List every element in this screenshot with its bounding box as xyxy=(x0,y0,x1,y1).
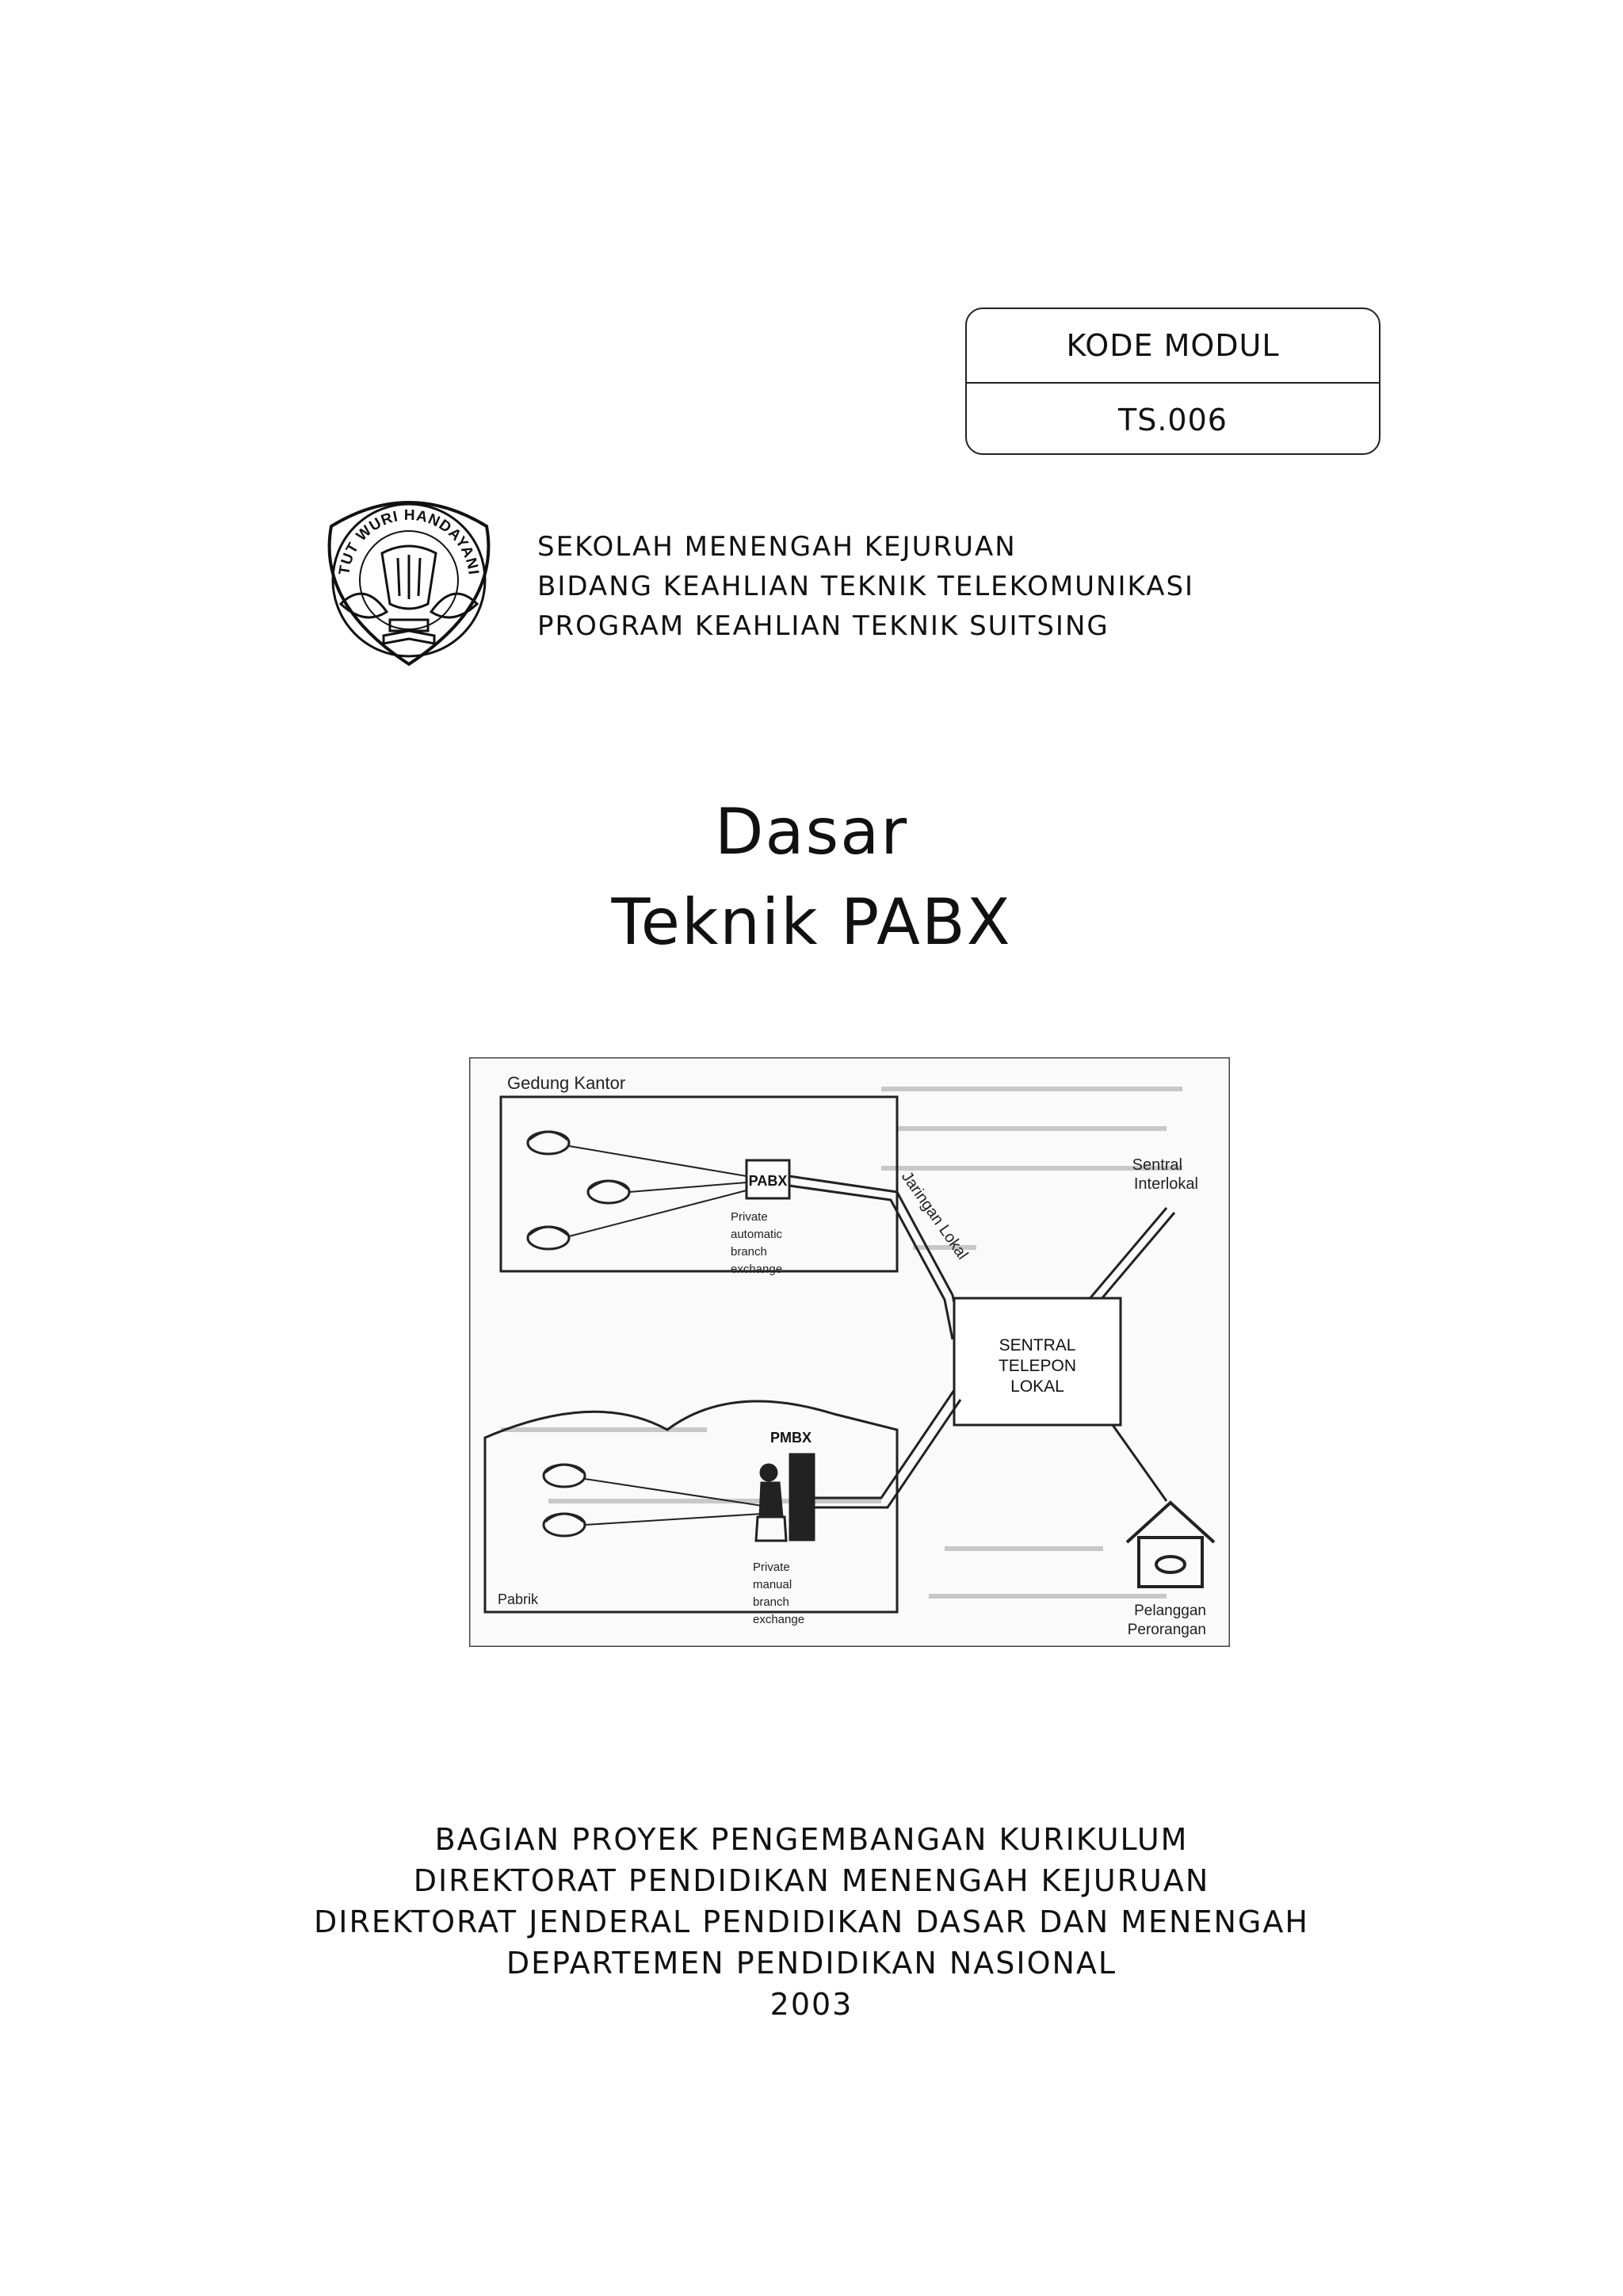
label-pabx-desc-2: automatic xyxy=(731,1228,783,1241)
pabx-network-diagram xyxy=(469,1057,1230,1647)
label-gedung-kantor: Gedung Kantor xyxy=(507,1073,626,1093)
label-jaringan-lokal: Jaringan Lokal xyxy=(897,1168,972,1263)
label-pabx-desc-1: Private xyxy=(731,1210,768,1224)
label-sentral-telepon-3: LOKAL xyxy=(1010,1377,1064,1396)
label-pabx-desc-4: exchange xyxy=(731,1263,783,1276)
footer-year: 2003 xyxy=(769,1987,854,2022)
label-sentral-interlokal-2: Interlokal xyxy=(1133,1175,1198,1193)
footer-line-1: BAGIAN PROYEK PENGEMBANGAN KURIKULUM xyxy=(434,1822,1189,1857)
label-pelanggan-2: Perorangan xyxy=(1127,1622,1206,1638)
title-line-2: Teknik PABX xyxy=(611,885,1012,959)
publisher-block xyxy=(0,1819,1623,2025)
label-pmbx: PMBX xyxy=(770,1430,812,1446)
institution-block xyxy=(537,527,1194,646)
footer-line-4: DEPARTEMEN PENDIDIKAN NASIONAL xyxy=(506,1946,1117,1981)
logo-motto: TUT WURI HANDAYANI xyxy=(336,506,482,577)
title-line-1: Dasar xyxy=(714,795,909,869)
footer-line-2: DIREKTORAT PENDIDIKAN MENENGAH KEJURUAN xyxy=(413,1863,1210,1898)
institution-line-2: BIDANG KEAHLIAN TEKNIK TELEKOMUNIKASI xyxy=(537,571,1195,602)
label-pmbx-desc-3: branch xyxy=(753,1595,789,1609)
label-pmbx-desc-4: exchange xyxy=(753,1613,805,1626)
footer-line-3: DIREKTORAT JENDERAL PENDIDIKAN DASAR DAN MENENGAH xyxy=(314,1904,1309,1939)
label-pabx: PABX xyxy=(748,1173,788,1189)
kode-modul-label: KODE MODUL xyxy=(967,309,1379,384)
label-sentral-interlokal-1: Sentral xyxy=(1132,1156,1182,1174)
kode-modul-value: TS.006 xyxy=(1118,403,1228,437)
label-sentral-telepon-2: TELEPON xyxy=(998,1357,1077,1375)
label-sentral-telepon-1: SENTRAL xyxy=(999,1336,1076,1354)
label-pabx-desc-3: branch xyxy=(731,1245,767,1259)
kode-modul-box xyxy=(965,308,1381,455)
label-pelanggan-1: Pelanggan xyxy=(1134,1603,1206,1619)
label-pmbx-desc-2: manual xyxy=(753,1578,792,1591)
label-pabrik: Pabrik xyxy=(498,1591,539,1607)
institution-line-1: SEKOLAH MENENGAH KEJURUAN xyxy=(537,531,1017,563)
institution-line-3: PROGRAM KEAHLIAN TEKNIK SUITSING xyxy=(537,610,1109,642)
tut-wuri-handayani-logo xyxy=(317,485,501,669)
label-pmbx-desc-1: Private xyxy=(753,1561,790,1574)
